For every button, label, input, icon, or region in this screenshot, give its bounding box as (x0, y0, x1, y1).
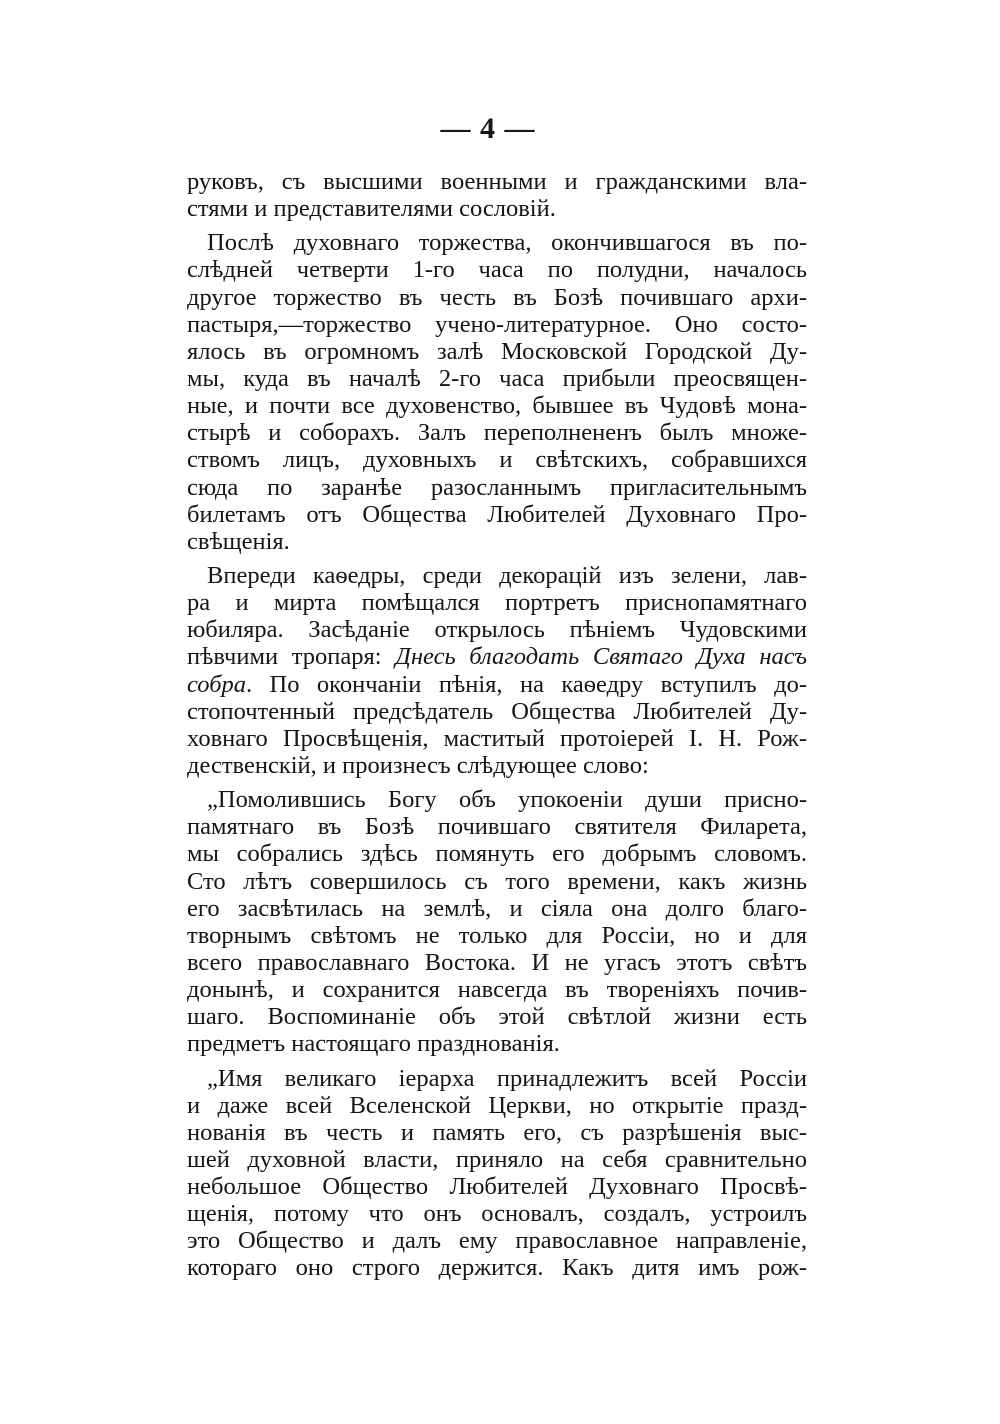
text-line: ховнаго Просвѣщенія, маститый протоіерей І. Н. Рож- (187, 724, 807, 752)
text-line: шаго. Воспоминаніе объ этой свѣтлой жизни есть (187, 1003, 807, 1031)
paragraph (187, 562, 807, 779)
paragraph (187, 229, 807, 555)
text-line: юбиляра. Засѣданіе открылось пѣніемъ Чудовскими (187, 616, 807, 644)
text-line: билетамъ отъ Общества Любителей Духовнаго Про- (187, 500, 807, 528)
text-line: руковъ, съ высшими военными и гражданскими вла- (187, 168, 807, 195)
text-segment: . По окончаніи пѣнія, на каѳедру вступилъ до- (246, 670, 807, 698)
text-line: небольшое Общество Любителей Духовнаго Просвѣ- (187, 1173, 807, 1201)
text-line: „Имя великаго іерарха принадлежитъ всей Россіи (207, 1064, 807, 1092)
paragraph (187, 786, 807, 1057)
text-line: стями и представителями сословій. (187, 195, 556, 223)
text-line: это Общество и далъ ему православное направленіе, (187, 1227, 807, 1255)
text-line: донынѣ, и сохранится навсегда въ твореніяхъ почив- (187, 976, 807, 1004)
text-line: ра и мирта помѣщался портретъ приснопамятнаго (187, 589, 807, 617)
text-line: пастыря,—торжество учено-литературное. Оно состо- (187, 310, 807, 338)
troparion-quote-end: собра (187, 670, 247, 698)
body-text (187, 168, 807, 1282)
text-line: творнымъ свѣтомъ не только для Россіи, но и для (187, 921, 807, 949)
text-line: памятнаго въ Бозѣ почившаго святителя Филарета, (187, 813, 807, 841)
paragraph (187, 168, 807, 222)
text-line: предметъ настоящаго празднованія. (187, 1030, 560, 1058)
text-line: дественскій, и произнесъ слѣдующее слово: (187, 751, 649, 779)
text-line: сюда по заранѣе разосланнымъ пригласительнымъ (187, 473, 807, 501)
troparion-quote: Днесь благодать Святаго Духа насъ (395, 643, 807, 671)
text-line: мы, куда въ началѣ 2-го часа прибыли преосвящен- (187, 364, 807, 392)
text-line: и даже всей Вселенской Церкви, но открытіе празд- (187, 1091, 807, 1119)
text-line: шей духовной власти, приняло на себя сравнительно (187, 1145, 807, 1173)
text-line: всего православнаго Востока. И не угасъ этотъ свѣтъ (187, 948, 807, 976)
text-line: его засвѣтилась на землѣ, и сіяла она долго благо- (187, 894, 807, 922)
text-line: стопочтенный предсѣдатель Общества Любителей Ду- (187, 697, 807, 725)
text-line: Сто лѣтъ совершилось съ того времени, какъ жизнь (187, 867, 807, 895)
text-line: свѣщенія. (187, 527, 290, 555)
text-line: нованія въ честь и память его, съ разрѣшенія выс- (187, 1118, 807, 1146)
text-line: Впереди каѳедры, среди декорацій изъ зелени, лав- (207, 561, 807, 589)
text-line: ствомъ лицъ, духовныхъ и свѣтскихъ, собравшихся (187, 446, 807, 474)
page-number: — 4 — (440, 112, 536, 145)
text-line: Послѣ духовнаго торжества, окончившагося въ по- (207, 229, 807, 257)
text-line (187, 643, 807, 670)
text-line: ные, и почти все духовенство, бывшее въ Чудовѣ мона- (187, 392, 807, 420)
paragraph (187, 1065, 807, 1282)
text-line: ялось въ огромномъ залѣ Московской Городской Ду- (187, 337, 807, 365)
text-line (187, 671, 807, 698)
text-line: слѣдней четверти 1-го часа по полудни, началось (187, 256, 807, 284)
text-line: котораго оно строго держится. Какъ дитя имъ рож- (187, 1254, 807, 1282)
text-line: стырѣ и соборахъ. Залъ переполнененъ былъ множе- (187, 419, 807, 447)
text-line: „Помолившись Богу объ упокоеніи души присно- (207, 786, 807, 814)
text-line: мы собрались здѣсь помянуть его добрымъ словомъ. (187, 840, 807, 868)
text-line: щенія, потому что онъ основалъ, создалъ, устроилъ (187, 1200, 807, 1228)
text-segment: пѣвчими тропаря: (187, 643, 396, 671)
text-line: другое торжество въ честь въ Бозѣ почившаго архи- (187, 283, 807, 311)
